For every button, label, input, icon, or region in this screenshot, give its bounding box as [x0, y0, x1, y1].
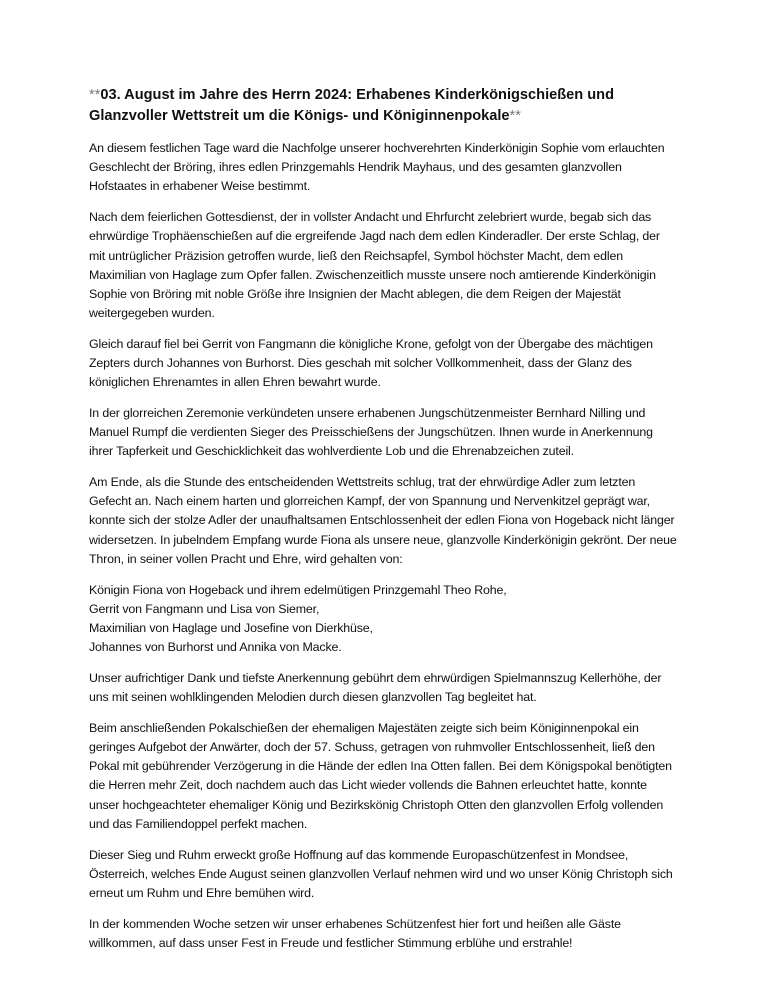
throne-list	[89, 581, 679, 658]
throne-list-item: Maximilian von Haglage und Josefine von Dierkhüse,	[89, 620, 373, 635]
throne-list-item: Gerrit von Fangmann und Lisa von Siemer,	[89, 601, 320, 616]
document-page	[89, 85, 679, 965]
paragraph-eagle: Am Ende, als die Stunde des entscheidenden Wettstreits schlug, trat der ehrwürdige Adler zum letzten Gefecht an. Nach einem harten und glorreichen Kampf, der von Spannung und Nervenkitzel geprägt war, konnte sich der stolze Adler der unaufhaltsamen Entschlossenheit der edlen Fiona von Hogeback nicht länger widersetzen. In jubelndem Empfang wurde Fiona als unsere neue, glanzvolle Kinderkönigin gekrönt. Der neue Thron, in seiner vollen Pracht und Ehre, wird gehalten von:	[89, 475, 677, 566]
paragraph-trophies: Beim anschließenden Pokalschießen der ehemaligen Majestäten zeigte sich beim Königinnenpokal ein geringes Aufgebot der Anwärter, doch der 57. Schuss, getragen von ruhmvoller Entschlossenheit, ließ den Pokal mit gebührender Verzögerung in die Hände der edlen Ina Otten fallen. Bei dem Königspokal benötigten die Herren mehr Zeit, doch nachdem auch das Licht wieder vollends die Bahnen erleuchtet hatte, konnte unser hochgeachteter ehemaliger König und Bezirkskönig Christoph Otten den glanzvollen Erfolg vollenden und das Familiendoppel perfekt machen.	[89, 720, 672, 831]
paragraph-intro: An diesem festlichen Tage ward die Nachfolge unserer hochverehrten Kinderkönigin Sophie vom erlauchten Geschlecht der Bröring, ihres edlen Prinzgemahls Hendrik Mayhaus, und des gesamten glanzvollen Hofstaates in erhabener Weise bestimmt.	[89, 141, 665, 194]
paragraph-thanks: Unser aufrichtiger Dank und tiefste Anerkennung gebührt dem ehrwürdigen Spielmannszug Kellerhöhe, der uns mit seinen wohlklingenden Melodien durch diesen glanzvollen Tag begleitet hat.	[89, 670, 662, 705]
throne-list-item: Königin Fiona von Hogeback und ihrem edelmütigen Prinzgemahl Theo Rohe,	[89, 582, 507, 597]
paragraph-crown: Gleich darauf fiel bei Gerrit von Fangmann die königliche Krone, gefolgt von der Übergabe des mächtigen Zepters durch Johannes von Burhorst. Dies geschah mit solcher Vollkommenheit, dass der Glanz des königlichen Ehrenamtes in allen Ehren bewahrt wurde.	[89, 336, 653, 390]
title-suffix-stars: **	[509, 108, 521, 124]
paragraph-outlook: Dieser Sieg und Ruhm erweckt große Hoffnung auf das kommende Europaschützenfest in Mondsee, Österreich, welches Ende August seinen glanzvollen Verlauf nehmen wird und wo unser König Christoph sich erneut um Ruhm und Ehre bemühen wird.	[89, 847, 673, 900]
title-prefix-stars: **	[89, 87, 101, 103]
paragraph-ceremony: In der glorreichen Zeremonie verkündeten unsere erhabenen Jungschützenmeister Bernhard Nilling und Manuel Rumpf die verdienten Sieger des Preisschießens der Jungschützen. Ihnen wurde in Anerkennung ihrer Tapferkeit und Geschicklichkeit das wohlverdiente Lob und die Ehrenabzeichen zuteil.	[89, 405, 653, 459]
throne-list-item: Johannes von Burhorst und Annika von Macke.	[89, 640, 342, 655]
paragraph-invitation: In der kommenden Woche setzen wir unser erhabenes Schützenfest hier fort und heißen alle Gäste willkommen, auf dass unser Fest in Freude und festlicher Stimmung erblühe und erstrahle!	[89, 916, 621, 950]
title-text: 03. August im Jahre des Herrn 2024: Erhabenes Kinderkönigschießen und Glanzvoller Wettstreit um die Königs- und Königinnenpokale	[89, 87, 614, 124]
paragraph-service: Nach dem feierlichen Gottesdienst, der in vollster Andacht und Ehrfurcht zelebriert wurde, begab sich das ehrwürdige Trophäenschießen auf die ergreifende Jagd nach dem edlen Kinderadler. Der erste Schlag, der mit untrüglicher Präzision getroffen wurde, ließ den Reichsapfel, Symbol höchster Macht, dem edlen Maximilian von Haglage zum Opfer fallen. Zwischenzeitlich musste unsere noch amtierende Kinderkönigin Sophie von Bröring mit noble Größe ihre Insignien der Macht ablegen, die dem Reigen der Majestät weitergegeben wurden.	[89, 210, 660, 321]
document-title	[89, 85, 679, 127]
